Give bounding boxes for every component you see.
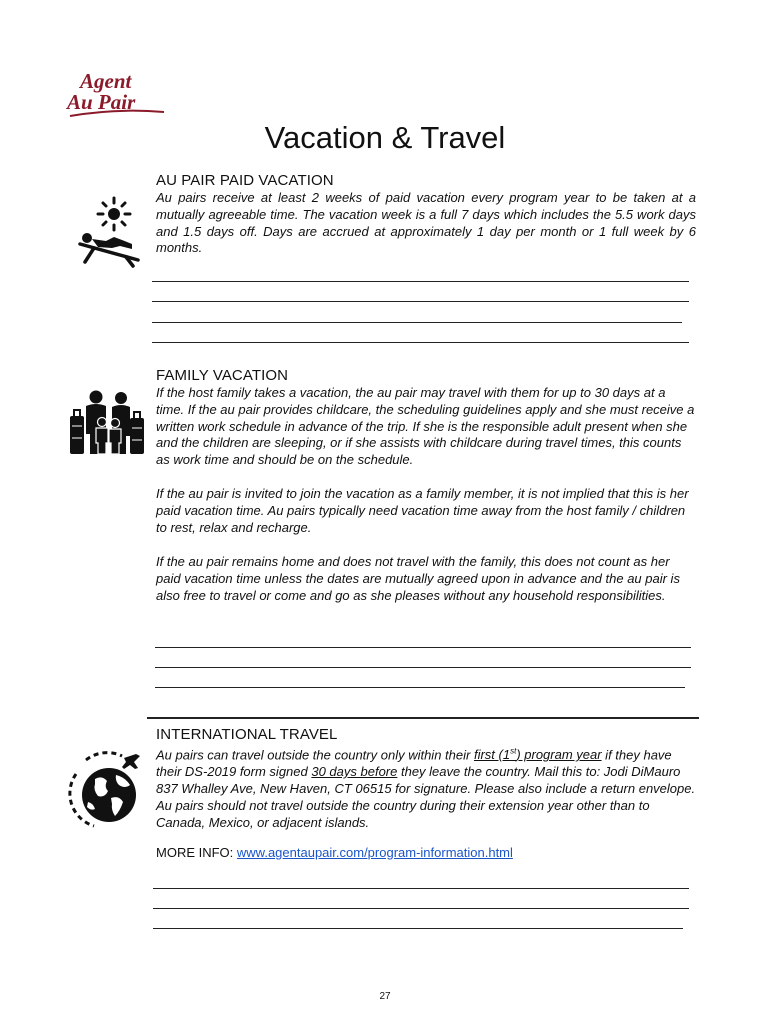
globe-airplane-icon: [64, 748, 144, 830]
family-vacation-text-2: If the au pair is invited to join the vacation as a family member, it is not implied that this is her paid vacation time. Au pairs typically need vacation time away from the host family / children to rest, relax and recharge.: [156, 486, 689, 535]
section-divider: [147, 717, 699, 719]
page-title: Vacation & Travel: [264, 120, 506, 155]
agent-au-pair-logo: [66, 68, 166, 122]
writing-line: [155, 667, 691, 668]
family-vacation-text-3: If the au pair remains home and does not travel with the family, this does not count as her paid vacation time unless the dates are mutually agreed upon in advance and the au pair is also free to travel or come and go as she pleases without any household responsibilities.: [156, 554, 680, 603]
family-luggage-icon: [68, 388, 148, 458]
section-heading-international-travel: INTERNATIONAL TRAVEL: [156, 726, 338, 743]
program-information-link[interactable]: www.agentaupair.com/program-information.html: [236, 845, 513, 860]
paid-vacation-text: Au pairs receive at least 2 weeks of paid vacation every program year to be taken at a mutually agreeable time. The vacation week is a full 7 days which includes the 5.5 work days and 1.5 days off. Days are accrued at approximately 1 day per month or 1 full week by 6 months.: [156, 190, 696, 256]
more-info: [156, 845, 513, 862]
sunbathing-person-icon: [76, 196, 140, 268]
family-vacation-text-1: If the host family takes a vacation, the au pair may travel with them for up to 30 days at a time. If the au pair provides childcare, the scheduling guidelines apply and she must receive a written work schedule in advance of the trip. If she is the responsible adult present when she and the children are sleeping, or if she assists with childcare during travel times, this counts as work time and should be on the schedule.: [156, 385, 695, 468]
more-info-label: MORE INFO:: [156, 845, 237, 860]
writing-line: [152, 281, 689, 282]
writing-line: [152, 322, 682, 323]
logo-line-1: Agent: [80, 69, 132, 93]
writing-line: [152, 301, 689, 302]
writing-line: [153, 908, 689, 909]
section-heading-paid-vacation: AU PAIR PAID VACATION: [156, 172, 334, 189]
writing-line: [153, 888, 689, 889]
writing-line: [155, 647, 691, 648]
section-heading-family-vacation: FAMILY VACATION: [156, 367, 289, 384]
page-number: 27: [379, 991, 391, 1002]
international-travel-text: Au pairs can travel outside the country only within their first (1st) program year if they have their DS-2019 form signed 30 days before they leave the country. Mail this to: Jodi DiMauro 837 Whalley Ave, New Haven, CT 06515 for signature. Please also include a return envelope. Au pairs should not travel outside the country during their extension year other than to Canada, Mexico, or adjacent islands.: [156, 747, 696, 830]
writing-line: [153, 928, 683, 929]
logo-line-2: Au Pair: [67, 90, 136, 114]
writing-line: [155, 687, 685, 688]
writing-line: [152, 342, 689, 343]
